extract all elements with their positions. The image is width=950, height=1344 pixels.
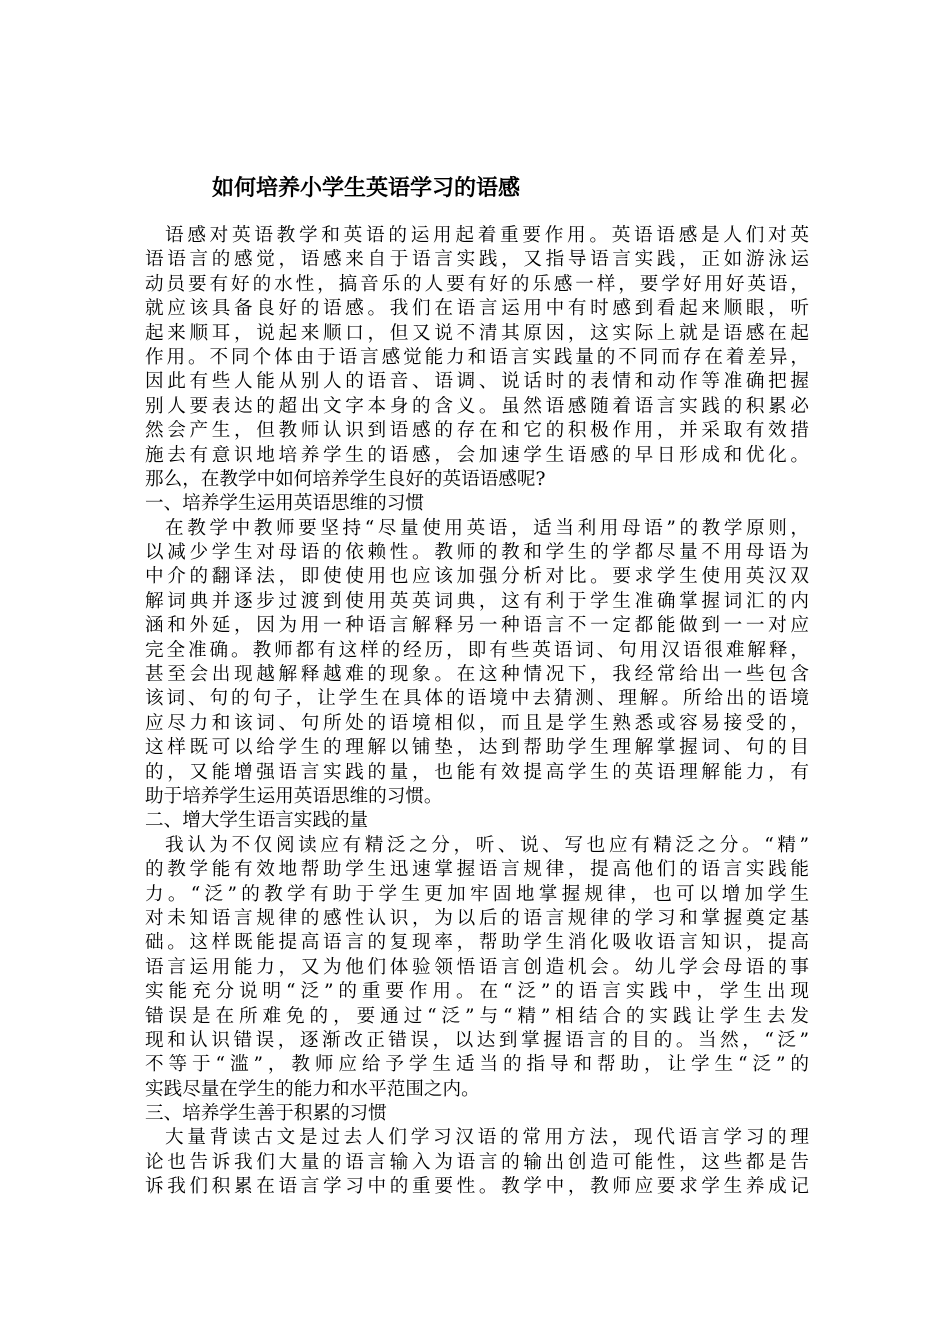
text-line: 二、增大学生语言实践的量 [145,810,369,832]
text-line: 完全准确。教师都有这样的经历，即有些英语词、句用汉语很难解释， [145,639,809,661]
text-line: 动员要有好的水性，搞音乐的人要有好的乐感一样，要学好用好英语， [145,273,809,295]
text-line: 中介的翻译法，即使使用也应该加强分析对比。要求学生使用英汉双 [145,566,809,588]
text-line: 在教学中教师要坚持“尽量使用英语，适当利用母语”的教学原则， [165,517,809,539]
text-line: 应尽力和该词、句所处的语境相似，而且是学生熟悉或容易接受的， [145,712,809,734]
text-line: 实能充分说明“泛”的重要作用。在“泛”的语言实践中，学生出现 [145,981,809,1003]
text-line: 起来顺耳，说起来顺口，但又说不清其原因，这实际上就是语感在起 [145,322,809,344]
text-line: 诉我们积累在语言学习中的重要性。教学中，教师应要求学生养成记 [145,1176,809,1198]
text-line: 涵和外延，因为用一种语言解释另一种语言不一定都能做到一一对应 [145,615,809,637]
text-line: 这样既可以给学生的理解以铺垫，达到帮助学生理解掌握词、句的目 [145,737,809,759]
text-line: 该词、句的句子，让学生在具体的语境中去猜测、理解。所给出的语境 [145,688,809,710]
text-line: 因此有些人能从别人的语音、语调、说话时的表情和动作等准确把握 [145,371,809,393]
text-line: 力。“泛”的教学有助于学生更加牢固地掌握规律，也可以增加学生 [145,883,809,905]
text-line: 作用。不同个体由于语言感觉能力和语言实践量的不同而存在着差异， [145,346,809,368]
text-line: 语感对英语教学和英语的运用起着重要作用。英语语感是人们对英 [165,225,809,246]
text-line: 一、培养学生运用英语思维的习惯 [145,493,424,515]
text-line: 就应该具备良好的语感。我们在语言运用中有时感到看起来顺眼，听 [145,298,809,320]
text-line: 解词典并逐步过渡到使用英英词典，这有利于学生准确掌握词汇的内 [145,590,809,612]
text-line: 的教学能有效地帮助学生迅速掌握语言规律，提高他们的语言实践能 [145,859,809,881]
text-line: 现和认识错误，逐渐改正错误，以达到掌握语言的目的。当然，“泛” [145,1029,809,1051]
text-line: 我认为不仅阅读应有精泛之分，听、说、写也应有精泛之分。“精” [165,834,809,856]
text-line: 大量背读古文是过去人们学习汉语的常用方法，现代语言学习的理 [165,1127,809,1149]
text-line: 别人要表达的超出文字本身的含义。虽然语感随着语言实践的积累必 [145,395,809,417]
text-line: 然会产生，但教师认识到语感的存在和它的积极作用，并采取有效措 [145,420,809,442]
text-line: 甚至会出现越解释越难的现象。在这种情况下，我经常给出一些包含 [145,664,809,686]
text-line: 那么，在教学中如何培养学生良好的英语语感呢? [145,468,546,490]
text-line: 助于培养学生运用英语思维的习惯。 [145,785,443,807]
document-body [145,224,809,1200]
text-line: 以减少学生对母语的依赖性。教师的教和学生的学都尽量不用母语为 [145,542,809,564]
text-line: 础。这样既能提高语言的复现率，帮助学生消化吸收语言知识，提高 [145,932,809,954]
text-line: 不等于“滥”，教师应给予学生适当的指导和帮助，让学生“泛”的 [145,1054,809,1076]
text-line: 论也告诉我们大量的语言输入为语言的输出创造可能性，这些都是告 [145,1151,809,1173]
document-title: 如何培养小学生英语学习的语感 [212,175,521,201]
text-line: 的，又能增强语言实践的量，也能有效提高学生的英语理解能力，有 [145,761,809,783]
text-line: 施去有意识地培养学生的语感，会加速学生语感的早日形成和优化。 [145,444,809,466]
text-line: 三、培养学生善于积累的习惯 [145,1103,387,1125]
text-line: 错误是在所难免的，要通过“泛”与“精”相结合的实践让学生去发 [145,1005,809,1027]
text-line: 语语言的感觉，语感来自于语言实践，又指导语言实践，正如游泳运 [145,249,809,271]
text-line: 对未知语言规律的感性认识，为以后的语言规律的学习和掌握奠定基 [145,907,809,929]
text-line: 实践尽量在学生的能力和水平范围之内。 [145,1078,480,1100]
text-line: 语言运用能力，又为他们体验领悟语言创造机会。幼儿学会母语的事 [145,956,809,978]
